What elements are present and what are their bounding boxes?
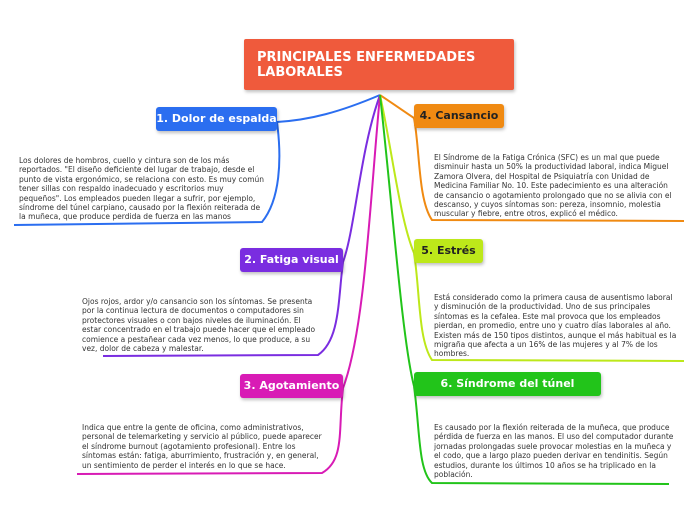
note-agotamiento: Indica que entre la gente de oficina, como administrativos, personal de telemarketing y servicio al público, puede aparecer el síndrome burnout (agotamiento profesional). Entre los síntomas están: fatiga, aburrimiento, frustración y, en general, un sentimiento de perder el interés en lo que se hace. — [82, 423, 322, 470]
link-root-topic-5 — [380, 95, 414, 253]
note-fatiga-visual: Ojos rojos, ardor y/o cansancio son los síntomas. Se presenta por la continua lectura de documentos o computadores sin protectores visuales o con bajos niveles de iluminación. El estar concentrado en el trabajo puede hacer que el empleado comience a pestañear cada vez menos, lo que produce, a su vez, dolor de cabeza y malestar. — [82, 297, 316, 354]
central-topic[interactable] — [244, 39, 514, 90]
note-dolor-de-espalda: Los dolores de hombros, cuello y cintura son de los más reportados. "El diseño deficiente del lugar de trabajo, desde el punto de vista ergonómico, se relaciona con esto. Es muy común tener sillas con respaldo inadecuado y escritorios muy pequeños". Los empleados pueden llegar a sufrir, por ejemplo, síndrome del túnel carpiano, causado por la flexión reiterada de la muñeca, que produce perdida de fuerza en las manos — [19, 156, 265, 222]
topic-cansancio[interactable]: 4. Cansancio — [414, 104, 504, 128]
topic-agotamiento[interactable]: 3. Agotamiento — [240, 374, 343, 398]
note-estres: Está considerado como la primera causa de ausentismo laboral y disminución de la productividad. Uno de sus principales síntomas es la cefalea. Este mal provoca que los empleados pierdan, en promedio, entre uno y cuatro días laborales al año. Existen más de 150 tipos distintos, aunque el más habitual es la migraña que afecta a un 16% de las mujeres y al 7% de los hombres. — [434, 293, 677, 359]
central-topic-title: PRINCIPALES ENFERMEDADES LABORALES — [257, 50, 476, 80]
topic-dolor-de-espalda[interactable]: 1. Dolor de espalda — [156, 107, 277, 131]
topic-sindrome-tunel-carpiano[interactable]: 6. Síndrome del túnel carpiano — [414, 372, 601, 396]
link-root-topic-4 — [380, 95, 414, 118]
link-root-topic-1 — [277, 95, 380, 122]
topic-fatiga-visual[interactable]: 2. Fatiga visual — [240, 248, 343, 272]
note-cansancio: El Síndrome de la Fatiga Crónica (SFC) es un mal que puede disminuir hasta un 50% la productividad laboral, indica Miguel Zamora Olvera, del Hospital de Psiquiatría con Unidad de Medicina Familiar No. 10. Este padecimiento es una alteración de cansancio o agotamiento prolongado que no se alivia con el descanso, y cuyos síntomas son: pereza, insomnio, molestia muscular y fiebre, entre otros, explicó el médico. — [434, 153, 672, 219]
link-root-topic-2 — [343, 95, 380, 262]
topic-estres[interactable]: 5. Estrés — [414, 239, 483, 263]
note-sindrome-tunel-carpiano: Es causado por la flexión reiterada de la muñeca, que produce pérdida de fuerza en las manos. El uso del computador durante jornadas prolongadas suele provocar molestias en la muñeca y el codo, que a largo plazo pueden derivar en tendinitis. Según estudios, durante los últimos 10 años se ha triplicado en la población. — [434, 423, 674, 480]
